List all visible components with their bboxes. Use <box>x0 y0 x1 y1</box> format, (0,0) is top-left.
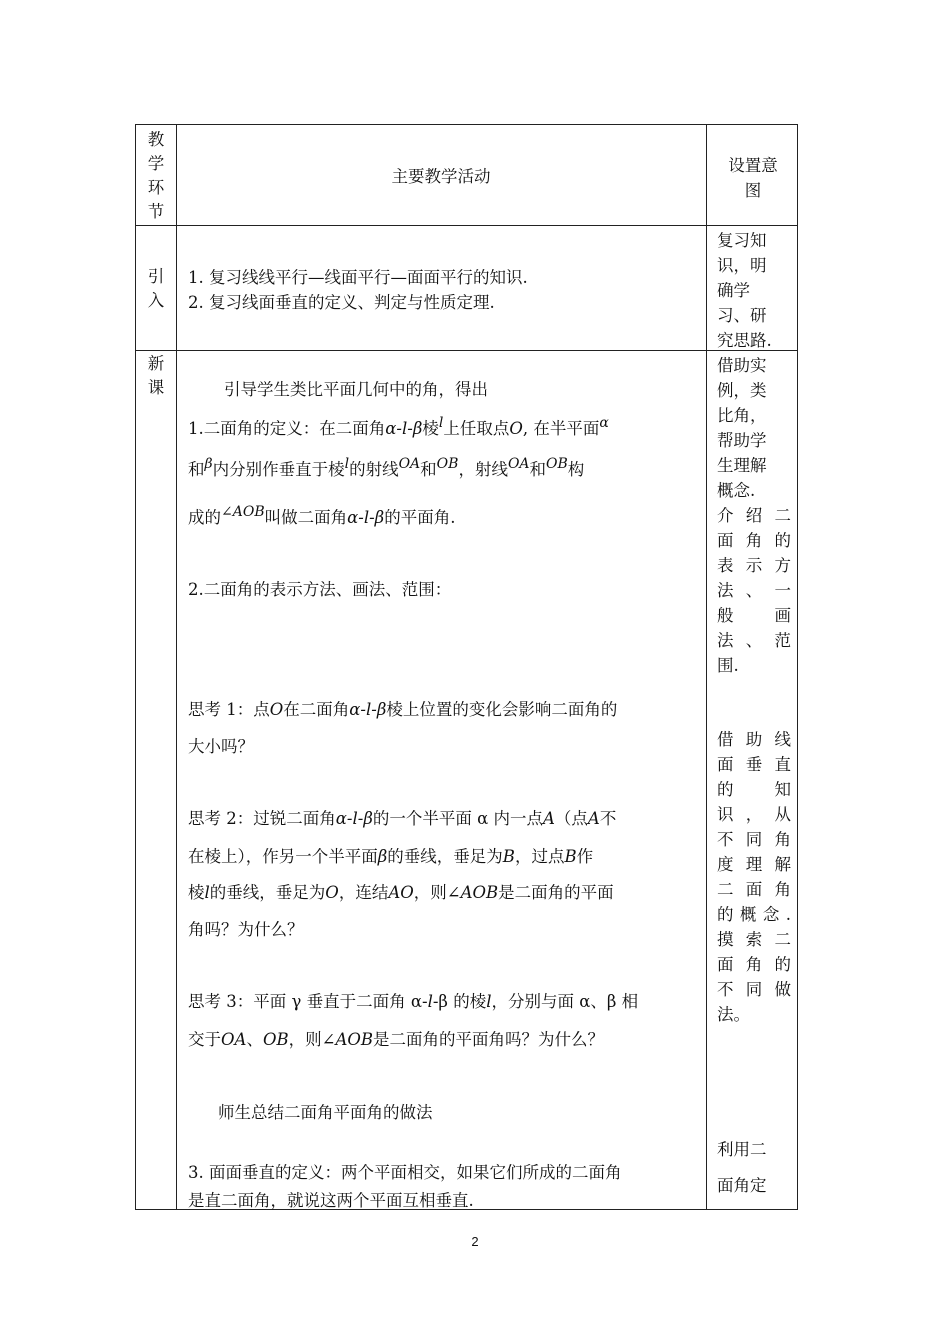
think3-line-2: 交于OA、OB，则∠AOB是二面角的平面角吗？为什么？ <box>188 1030 605 1049</box>
header-stage: 教 学 环 节 <box>147 130 165 221</box>
intro-analogy-text: 引导学生类比平面几何中的角，得出 <box>224 380 488 399</box>
definition-line-1: 1.二面角的定义：在二面角α-l-β棱$^l$上任取点O, 在半平面$^\alpha$ <box>188 415 609 438</box>
row-new-lesson-label: 新 课 <box>147 354 165 397</box>
row-divider <box>136 350 797 351</box>
think3-line-1: 思考 3：平面 γ 垂直于二面角 α-l-β 的棱l，分别与面 α、β 相 <box>188 992 639 1011</box>
page-number: 2 <box>471 1234 479 1249</box>
summary-text: 师生总结二面角平面角的做法 <box>218 1103 433 1122</box>
lesson-plan-table <box>135 124 798 1210</box>
think1-line-2: 大小吗？ <box>188 737 254 756</box>
definition-line-3: 成的$^{\angle AOB}$叫做二面角α-l-β的平面角. <box>188 504 456 527</box>
intro-line-1: 1. 复习线线平行—线面平行—面面平行的知识. <box>188 268 528 287</box>
row-divider <box>136 225 797 226</box>
definition-line-2: 和$^\beta$内分别作垂直于棱$^l$的射线$^{OA}$和$^{OB}$，射线$^{OA}$和$^{OB}$构 <box>188 456 585 479</box>
intent-representation: 介 绍 二 面 角 的 表 示 方 法 、 一 般 画 法 、 范 围. <box>717 506 791 675</box>
column-divider <box>176 125 177 1209</box>
header-activities: 主要教学活动 <box>391 167 491 186</box>
intent-definition: 利用二 面角定 <box>717 1140 767 1195</box>
intent-concept: 借助实 例，类 比角， 帮助学 生理解 概念. <box>717 356 767 500</box>
think2-line-4: 角吗？为什么？ <box>188 920 304 939</box>
row-intro-label: 引 入 <box>147 267 165 310</box>
def3-line-2: 是直二面角，就说这两个平面互相垂直. <box>188 1191 474 1210</box>
think2-line-1: 思考 2：过锐二面角α-l-β的一个半平面 α 内一点A（点A不 <box>188 809 617 828</box>
think2-line-2: 在棱上），作另一个半平面β的垂线，垂足为B，过点B作 <box>188 847 594 866</box>
header-intent: 设置意 图 <box>728 156 778 200</box>
intro-line-2: 2. 复习线面垂直的定义、判定与性质定理. <box>188 293 495 312</box>
def3-line-1: 3. 面面垂直的定义：两个平面相交，如果它们所成的二面角 <box>188 1163 622 1182</box>
think2-line-3: 棱l的垂线，垂足为O，连结AO，则∠AOB是二面角的平面 <box>188 883 614 902</box>
intro-intent: 复习知 识，明 确学 习、研 究思路. <box>717 231 772 350</box>
think1-line-1: 思考 1：点O在二面角α-l-β棱上位置的变化会影响二面角的 <box>188 700 618 719</box>
intent-perpendicular: 借 助 线 面 垂 直 的 知 识 ， 从 不 同 角 度 理 解 二 面 角 的 概 念 . 摸 索 二 面 角 的 不 同 做 法。 <box>717 730 791 1024</box>
column-divider <box>706 125 707 1209</box>
representation-heading: 2.二面角的表示方法、画法、范围： <box>188 580 452 599</box>
